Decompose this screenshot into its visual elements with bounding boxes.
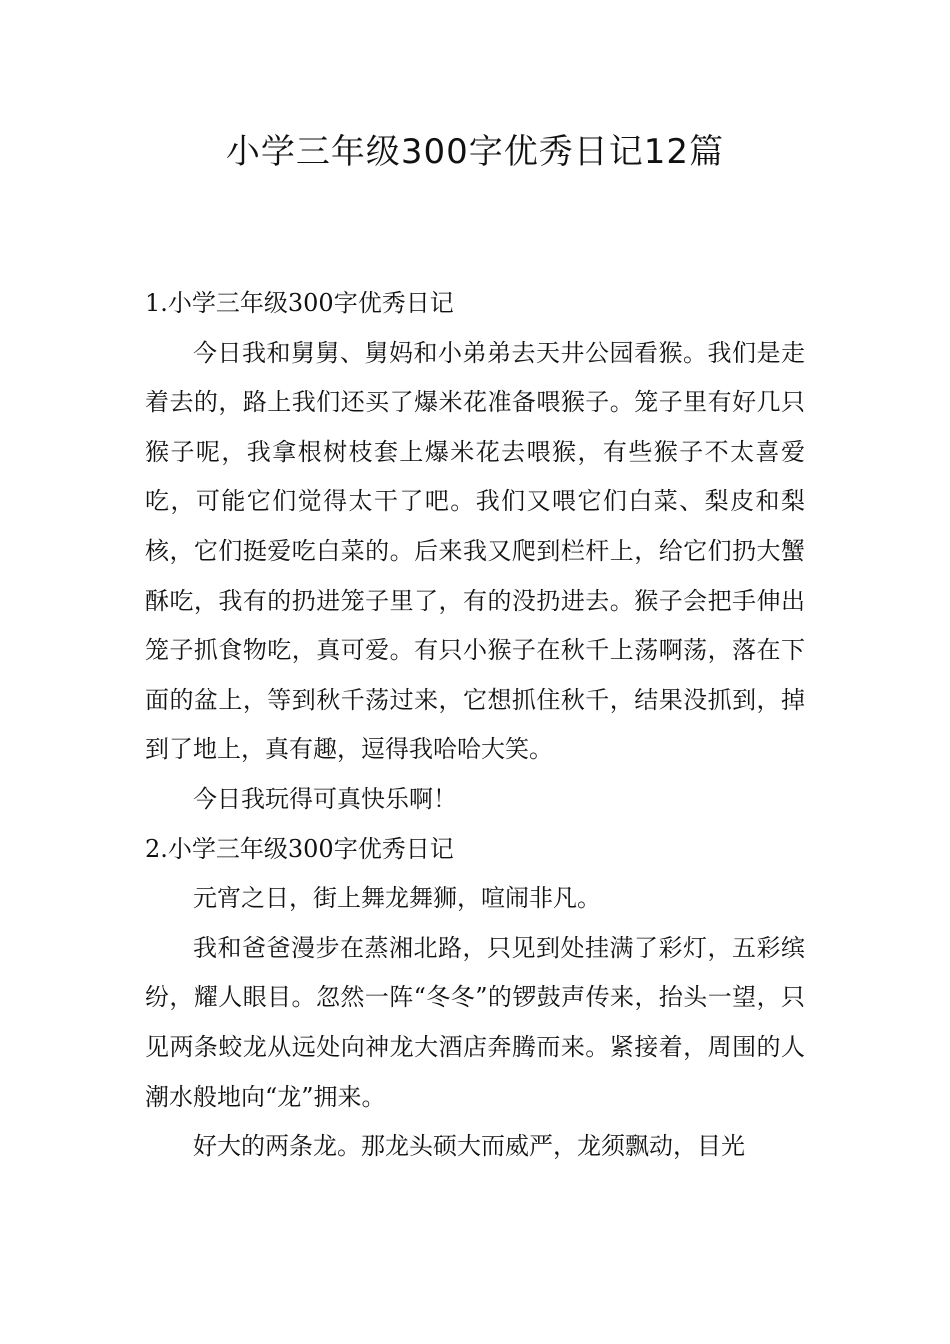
section-heading: 2.小学三年级300字优秀日记 [145, 834, 454, 863]
body-paragraph: 好大的两条龙。那龙头硕大而威严，龙须飘动，目光 [193, 1132, 745, 1161]
body-paragraph: 今日我和舅舅、舅妈和小弟弟去天井公园看猴。我们是走着去的，路上我们还买了爆米花准备喂猴子。笼子里有好几只猴子呢，我拿根树枝套上爆米花去喂猴，有些猴子不太喜爱吃，可能它们觉得太干了吧。我们又喂它们白菜、梨皮和梨核，它们挺爱吃白菜的。后来我又爬到栏杆上，给它们扔大蟹酥吃，我有的扔进笼子里了，有的没扔进去。猴子会把手伸出笼子抓食物吃，真可爱。有只小猴子在秋千上荡啊荡，落在下面的盆上，等到秋千荡过来，它想抓住秋千，结果没抓到，掉到了地上，真有趣，逗得我哈哈大笑。 [145, 338, 805, 764]
body-paragraph: 今日我玩得可真快乐啊！ [193, 784, 457, 813]
document-title: 小学三年级300字优秀日记12篇 [225, 132, 725, 172]
body-paragraph: 我和爸爸漫步在蒸湘北路，只见到处挂满了彩灯，五彩缤纷，耀人眼目。忽然一阵“冬冬”的锣鼓声传来，抬头一望，只见两条蛟龙从远处向神龙大酒店奔腾而来。紧接着，周围的人潮水般地向“龙”拥来。 [145, 933, 805, 1111]
document-body [145, 279, 805, 1172]
section-heading: 1.小学三年级300字优秀日记 [145, 289, 454, 317]
body-paragraph: 元宵之日，街上舞龙舞狮，喧闹非凡。 [193, 884, 601, 913]
